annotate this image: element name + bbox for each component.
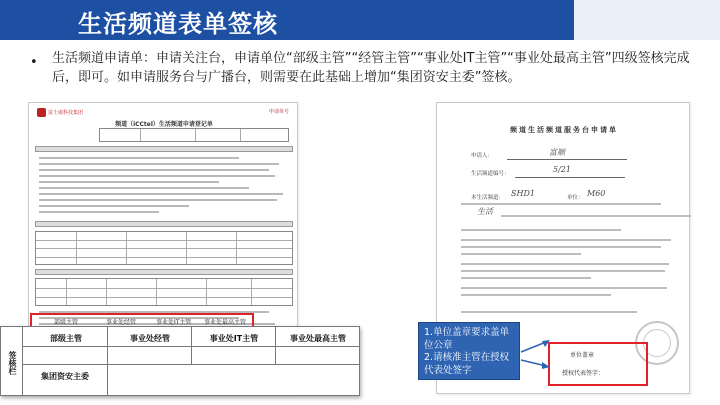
form-number-label: 申请单号 — [268, 109, 289, 115]
callout-line-2: 2.请核准主管在授权代表处签字 — [424, 352, 510, 376]
page-header — [0, 0, 720, 40]
applicant-label: 申请人： — [471, 153, 494, 159]
callout-arrow-icon — [520, 356, 552, 370]
line1-mid-label: 单位： — [567, 195, 584, 201]
callout-line-1: 1.单位盖章要求盖单位公章 — [424, 327, 510, 351]
text-line — [461, 311, 637, 313]
unit-seal-label: 单位盖章 — [570, 352, 595, 359]
text-line — [39, 205, 189, 207]
authorized-signature-label: 授权代表签字： — [562, 370, 605, 377]
bullet-text: 生活频道申请单：申请关注台，申请单位“部级主管”“经管主管”“事业处IT主管”“事业处最高主管”四级签核完成后，即可。如申请服务台与广播台，则需要在此基础上增加“集团资安主委”签核。 — [52, 51, 690, 85]
bullet-icon: • — [30, 55, 38, 70]
text-line — [461, 229, 621, 231]
form-table — [35, 231, 293, 265]
signoff-cell: 事业处经管 — [106, 319, 137, 326]
signoff-highlight-right — [548, 342, 648, 386]
form-section-bar — [35, 221, 293, 227]
signoff-divider — [107, 327, 108, 365]
header-accent — [574, 0, 720, 40]
text-line — [39, 193, 283, 195]
callout-arrow-icon — [520, 338, 552, 358]
text-line — [39, 181, 219, 183]
text-line — [461, 294, 611, 296]
page-title: 生活频道表单签核 — [78, 10, 278, 38]
form-section-bar — [35, 146, 293, 152]
signoff-side-label: 签核栏 — [1, 327, 23, 395]
line2-value: 生活 — [477, 207, 493, 216]
unit-label: 生活频道编号： — [471, 171, 510, 177]
unit-value: 5/21 — [553, 165, 571, 174]
text-line — [501, 215, 691, 217]
applicant-value: 富顺 — [549, 148, 565, 157]
form-meta-box — [99, 128, 289, 142]
text-line — [461, 253, 581, 255]
text-line — [461, 239, 671, 241]
text-line — [39, 163, 279, 165]
form-title: 频道（iCCtel）生活频道申请登记单 — [115, 121, 213, 128]
signoff-header: 事业处经管 — [130, 334, 170, 343]
signoff-cell: 事业处IT主管 — [156, 319, 192, 326]
callout-text — [424, 327, 518, 377]
signoff-header: 事业处IT主管 — [209, 334, 259, 343]
signoff-header: 部级主管 — [50, 334, 82, 343]
signoff-divider — [275, 327, 276, 365]
text-line — [39, 187, 249, 189]
note-callout — [418, 322, 520, 380]
text-line — [39, 199, 277, 201]
right-form-title: 频道生活频道服务台申请单 — [510, 126, 618, 134]
line1-label: 本生活频道： — [471, 195, 505, 201]
signoff-grid — [23, 327, 359, 395]
signoff-table-zoom — [0, 326, 360, 396]
field-underline — [515, 177, 625, 178]
field-underline — [507, 159, 627, 160]
signoff-cell: 部级主管 — [54, 319, 79, 326]
text-line — [461, 277, 591, 279]
text-line — [461, 246, 661, 248]
text-line — [461, 263, 669, 265]
text-line — [461, 270, 665, 272]
text-line — [39, 157, 239, 159]
logo-text: 富士康科技集团 — [48, 110, 84, 116]
line1-value: SHD1 — [511, 189, 535, 198]
form-table — [35, 278, 293, 306]
signoff-cell: 事业处最高主管 — [204, 319, 247, 326]
text-line — [39, 211, 159, 213]
line1-mid-value: M60 — [587, 189, 606, 198]
form-section-bar — [35, 269, 293, 275]
signoff-header: 事业处最高主管 — [290, 334, 346, 343]
text-line — [39, 169, 269, 171]
signoff-divider — [191, 327, 192, 365]
signoff-header-security: 集团资安主委 — [41, 372, 89, 381]
company-logo — [37, 108, 84, 117]
text-line — [39, 175, 275, 177]
signoff-divider — [107, 365, 108, 395]
text-line — [461, 287, 667, 289]
text-line — [461, 203, 661, 205]
